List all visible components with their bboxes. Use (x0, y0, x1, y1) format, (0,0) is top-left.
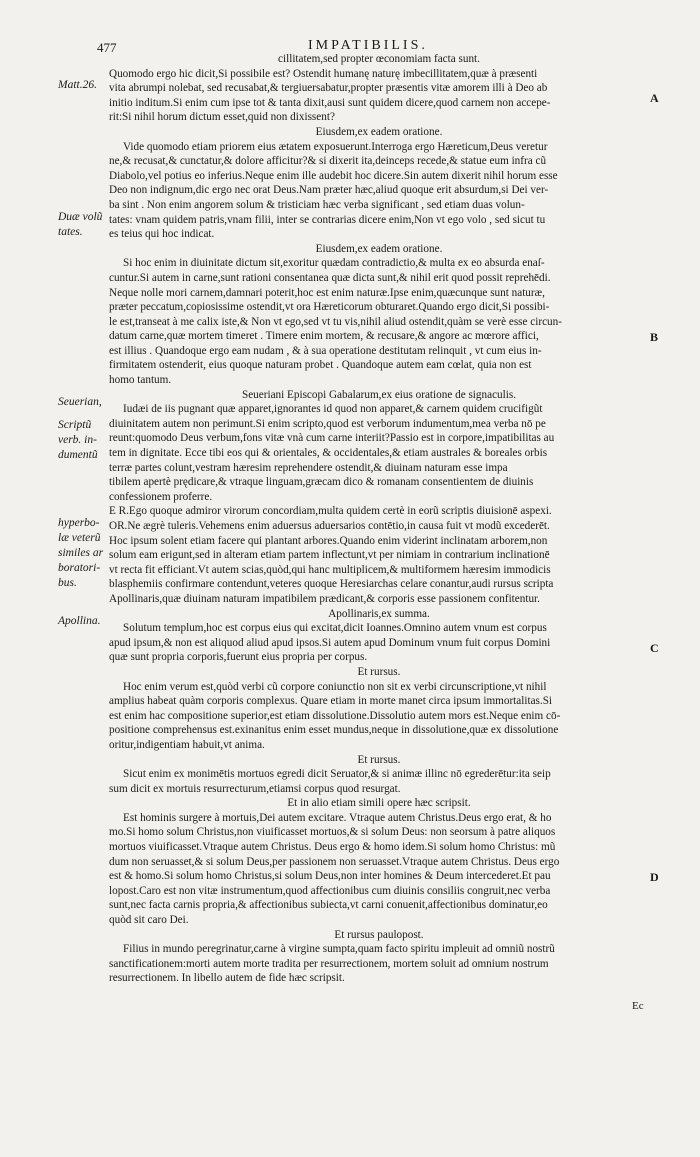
margin-note: similes ar (58, 547, 104, 559)
text-line: lopost.Caro est non vitæ instrumentum,quod affectionibus cum diuinis consiliis congruit,nec verba (109, 884, 551, 897)
text-line: firmitatem ostenderit, eius quoque naturam probet . Quandoque autem eam cœlat, quia non est (109, 359, 532, 372)
text-line: Diabolo,vel potius eo inferius.Neque enim ille audebit hoc dicere.Sin autem dixerit nihil horum esse (109, 169, 558, 182)
section-heading: Et rursus paulopost. (334, 928, 424, 941)
text-line: ba sint . Non enim angorem solum & tristiciam hæc verba significant , sed etiam duas volun- (109, 198, 525, 211)
text-line: diuinitatem autem non perimunt.Si enim scripto,quod est verborum indumentum,mea verba nō pe (109, 417, 546, 430)
text-line: præter peccatum,copiosissime ostendit,vt ora Hæreticorum obturaret.Quando ergo dicit,Si possibi- (109, 301, 550, 314)
section-heading: Eiusdem,ex eadem oratione. (315, 242, 443, 255)
text-line: confessionem proferre. (109, 490, 213, 503)
text-line: est enim hac compositione superior,est etiam dissolutione.Dissolutio autem mors est.Neque enim cō- (109, 709, 561, 722)
running-title: IMPATIBILIS. (308, 38, 428, 53)
text-line: amplius habeat quàm corporis complexus. Quare etiam in morte manet circa ipsum immortalitas.Si (109, 695, 553, 708)
margin-note: Duæ volũ (58, 211, 103, 223)
text-line: mo.Si homo solum Christus,non viuificasset mortuos,& si solum Deus: non seorsum à patre aliquos (109, 826, 556, 839)
margin-note: verb. in- (58, 434, 97, 446)
text-line: Apollinaris,quæ diuinam naturam impatibilem prædicant,& corporis esse passionem confitentur. (109, 592, 540, 605)
text-line: reunt:quomodo Deus verbum,fons vitæ vnà cum carne interiit?Passio est in corpore,impatibilitas au (109, 432, 555, 445)
text-line: terræ partes colunt,vestram hæresim reprehendere ostendit,& diuinam naturam esse impa (109, 461, 508, 474)
section-heading: Eiusdem,ex eadem oratione. (315, 125, 443, 138)
margin-note: Matt.26. (58, 79, 97, 91)
text-line: sanctificationem:morti autem morte tradita per resurrectionem, mortem soluit ad omnium nostrum (109, 957, 549, 970)
text-line: tates: vnam quidem patris,vnam filii, inter se contrarias dicere enim,Non vt ego volo , sed sicut tu (109, 213, 546, 226)
section-heading: Et rursus. (357, 665, 401, 678)
margin-note: hyperbo- (58, 517, 100, 529)
section-heading: Et rursus. (357, 753, 401, 766)
text-line: Vide quomodo etiam priorem eius ætatem exposuerunt.Interroga ergo Hæreticum,Deus veretur (123, 140, 548, 153)
text-line: initio inditum.Si enim cum ipse tot & tanta dixit,ausi sunt quidem dicere,quod carnem non accepe- (109, 96, 551, 109)
text-line: homo tantum. (109, 374, 172, 387)
text-line: vita abrumpi nolebat, sed recusabat,& tergiuersabatur,propter præsentis vitæ amorem illi à Deo ab (109, 82, 548, 95)
text-line: tibilem apertè prędicare,& vtraque linguam,græcam dico & romanam consentientem de diuinis (109, 476, 534, 489)
text-line: Solutum templum,hoc est corpus eius qui excitat,dicit Ioannes.Omnino autem vnum est corpus (123, 622, 547, 635)
text-line: E R.Ego quoque admiror virorum concordiam,multa quidem certè in eorũ scriptis diuisionē aspexi. (109, 505, 552, 518)
margin-section-letter: C (650, 641, 659, 655)
text-line: est & homo.Si solum homo Christus,si solum Deus,non inter homines & Deum intercederet.Et pau (109, 870, 551, 883)
text-line: sum dicit ex mortuis resurrecturum,etiamsi corpus quod resurgat. (109, 782, 401, 795)
text-line: Quomodo ergo hic dicit,Si possibile est? Ostendit humanę naturę imbecillitatem,quæ à præsenti (109, 67, 538, 80)
text-line: sunt,nec facta carnis propria,& affectionibus subiecta,vt carni conuenit,affectionibus dominatur,eo (109, 899, 548, 912)
margin-note: Apollina. (58, 615, 101, 627)
text-line: Neque nolle mori carnem,damnari poterit,hoc est enim naturæ.Ipse enim,quæcunque sunt naturæ, (109, 286, 545, 299)
margin-note: tates. (58, 226, 83, 238)
text-line: quòd sit caro Dei. (109, 914, 189, 927)
text-line: Hoc enim verum est,quòd verbi cũ corpore coniunctio non sit ex verbi circunscriptione,vt nihil (123, 680, 547, 693)
section-heading: Et in alio etiam simili opere hæc scripsit. (287, 797, 471, 810)
text-line: vt recta fit efficiant.Vt autem scias,quòd,qui hanc multiplicem,& multiformem hæresim immodicis (109, 563, 551, 576)
margin-section-letter: B (650, 330, 659, 344)
text-line: positione comprehensus est.exinanitus enim esset mundus,neque in dissolutione,quæ ex dissolutione (109, 724, 559, 737)
text-line: Iudæi de iis pugnant quæ apparet,ignorantes id quod non apparet,& carnem quidem crucifigũt (123, 403, 543, 416)
text-line: quæ sunt propria corporis,fuerunt eius propria per corpus. (109, 651, 368, 664)
text-line: Deo non indignum,dic ergo nec orat Deus.Nam præter hæc,aliud quoque erit absurdum,si Dei ver- (109, 184, 549, 197)
text-line: cuntur.Si autem in carne,sunt rationi consentanea quæ dicta sunt,& nihil erit quod possit reprehēdi. (109, 271, 551, 284)
text-line: solum eam erigunt,sed in alteram etiam partem inflectunt,vt per nimiam in contrarium inclinationē (109, 549, 550, 562)
text-line: Sicut enim ex monimētis mortuos egredi dicit Seruator,& si animæ illinc nō egrederētur:ita seip (123, 768, 551, 781)
margin-section-letter: D (650, 870, 659, 884)
margin-note: dumentũ (58, 449, 98, 461)
catchword: Ec (632, 1000, 644, 1012)
text-line: dum non seruasset,& si solum Deus,per passionem non seruasset.Vtraque autem Christus. Deus ergo (109, 855, 560, 868)
text-line: Est hominis surgere à mortuis,Dei autem excitare. Vtraque autem Christus.Deus ergo erat, & ho (123, 811, 552, 824)
margin-note: Seuerian, (58, 396, 102, 408)
margin-note: Scriptũ (58, 419, 92, 431)
text-line: es teius qui hoc indicat. (109, 228, 215, 241)
section-heading: Seueriani Episcopi Gabalarum,ex eius oratione de signaculis. (241, 388, 516, 401)
margin-note: bus. (58, 577, 77, 589)
body-text (109, 52, 649, 986)
margin-note: boratori- (58, 562, 101, 574)
text-line: apud ipsum,& non est aliquod aliud apud ipsos.Si autem apud Dominum vnum fuit corpus Domini (109, 636, 551, 649)
section-heading: Apollinaris,ex summa. (328, 607, 430, 620)
margin-note: læ veterũ (58, 532, 101, 544)
text-line: blasphemiis confirmare contendunt,veteres quoque Heresiarchas celare conantur,audi rursus scripta (109, 578, 554, 591)
text-line: datum carne,quæ mortem timeret . Timere enim mortem, & recusare,& angore ac mœrore affici, (109, 330, 539, 343)
text-line: OR.Ne ægrè tuleris.Vehemens enim aduersus aduersarios contētio,in causa fuit vt modũ excederēt. (109, 520, 550, 532)
text-line: rit:Si nihil horum dictum esset,quid non dixissent? (109, 111, 335, 124)
text-line: le est,transeat à me calix iste,& Non vt ego,sed vt tu vis,nihil aliud ostendit,quàm se verè esse circun- (109, 315, 562, 328)
text-line: mortuos viuificasset.Vtraque autem Christus. Deus ergo & homo idem.Si solum homo Christus: mũ (109, 841, 556, 854)
text-line: Filius in mundo peregrinatur,carne à virgine sumpta,quam facto spiritu impleuit ad omniũ nostrũ (123, 943, 555, 956)
text-line: Si hoc enim in diuinitate dictum sit,exoritur quædam contradictio,& multa ex eo absurda enaſ- (123, 257, 545, 270)
text-line: resurrectionem. In libello autem de fide hæc scripsit. (109, 972, 345, 985)
text-line: est illius . Quandoque ergo eam nudam , & à sua operatione destitutam relinquit , vt cum eius in- (109, 344, 542, 357)
margin-section-letter: A (650, 91, 659, 105)
text-line: Hoc ipsum solent etiam facere qui plantant arbores.Quando enim viderint inclinatam arborem,non (109, 534, 548, 547)
text-line: tem in dignitate. Ecce tibi eos qui & orientales, & occidentales,& etiam australes & boreales orbis (109, 447, 548, 460)
page-number: 477 (97, 40, 117, 55)
text-line: ne,& recusat,& cunctatur,& dolore afficitur?& si dixerit ita,deinceps recede,& statue eum infra cũ (109, 155, 547, 168)
text-line: oritur,indigentiam habuit,vt anima. (109, 738, 265, 751)
section-heading: cillitatem,sed propter œconomiam facta sunt. (278, 53, 480, 65)
